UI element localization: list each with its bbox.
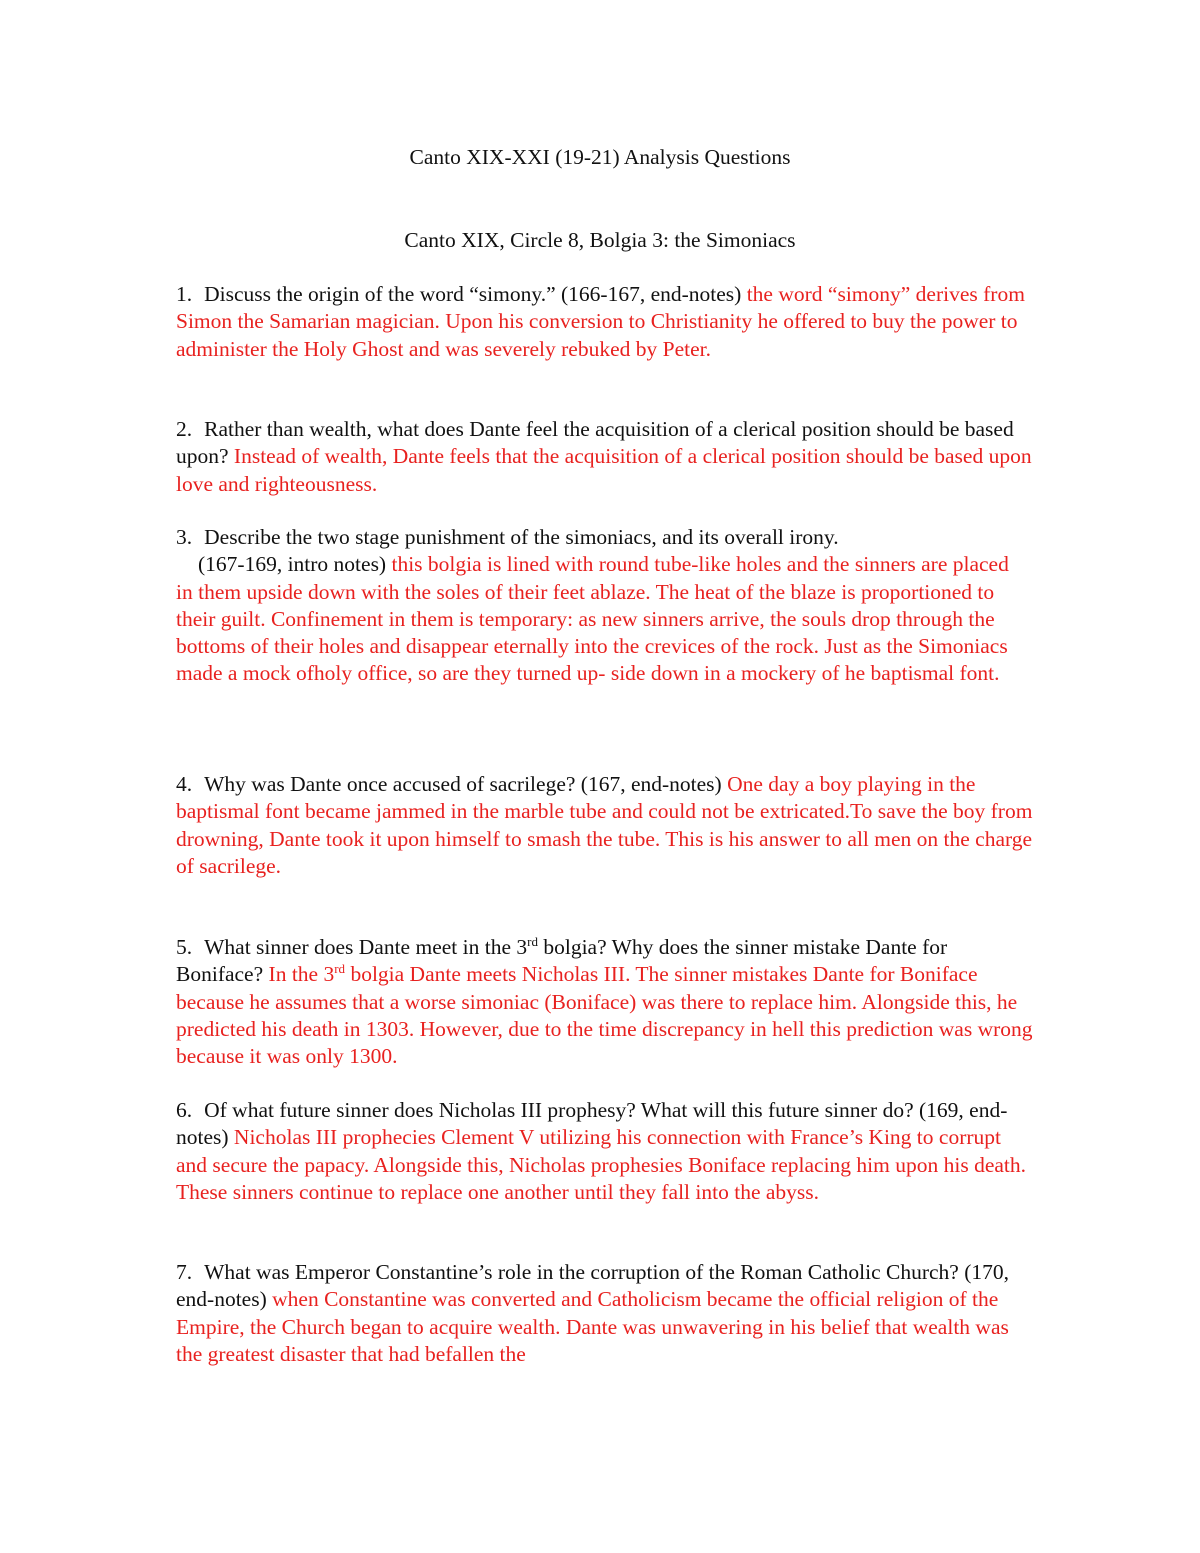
question-number: 7. <box>176 1260 193 1284</box>
ordinal-suffix: rd <box>527 933 538 949</box>
answer-ordinal-suffix: rd <box>334 961 346 977</box>
question-4 <box>176 771 1036 880</box>
answer-text: Nicholas III prophecies Clement V utilizing his connection with France’s King to corrupt and secure the papacy. Alongside this, Nicholas prophesies Boniface replacing him upon his death. These sinners continue to replace one another until they fall into the abyss. <box>176 1125 1027 1204</box>
question-text: What was Emperor Constantine’s role in the corruption of the Roman Catholic Church? (170, end-notes) <box>176 1260 1009 1312</box>
question-text: Discuss the origin of the word “simony.” (166-167, end-notes) <box>204 282 747 306</box>
answer-text: One day a boy playing in the baptismal font became jammed in the marble tube and could not be extricated.To save the boy from drowning, Dante took it upon himself to smash the tube. This is his answer to all men on the charge of sacrilege. <box>176 772 1033 878</box>
question-number: 2. <box>176 417 193 441</box>
question-text: Describe the two stage punishment of the simoniacs, and its overall irony. <box>204 525 839 549</box>
question-1 <box>176 281 1036 363</box>
document-title: Canto XIX-XXI (19-21) Analysis Questions <box>409 145 791 169</box>
question-6 <box>176 1097 1036 1206</box>
question-number: 4. <box>176 772 193 796</box>
answer-text: the word “simony” derives from Simon the Samarian magician. Upon his conversion to Christianity he offered to buy the power to administer the Holy Ghost and was severely rebuked by Peter. <box>176 282 1025 361</box>
question-text: Why was Dante once accused of sacrilege? (167, end-notes) <box>204 772 728 796</box>
question-number: 3. <box>176 525 193 549</box>
answer-text: In the 3 <box>268 962 335 987</box>
question-text-cont: bolgia? Why does the sinner mistake Dante for Boniface? <box>176 935 948 987</box>
question-text: Of what future sinner does Nicholas III prophesy? What will this future sinner do? (169, end-notes) <box>176 1098 1008 1150</box>
answer-text: this bolgia is lined with round tube-like holes and the sinners are placed in them upside down with the soles of their feet ablaze. The heat of the blaze is proportioned to their guilt. Confinement in them is temporary: as new sinners arrive, the souls drop through the bottoms of their holes and disappear eternally into the crevices of the rock. Just as the Simoniacs made a mock ofholy office, so are they turned up- side down in a mockery of he baptismal font. <box>176 552 1009 686</box>
question-3 <box>176 524 1026 688</box>
question-7 <box>176 1259 1036 1368</box>
question-text: What sinner does Dante meet in the 3 <box>204 935 528 959</box>
question-5 <box>176 934 1036 1070</box>
question-text: Rather than wealth, what does Dante feel the acquisition of a clerical position should be based upon? <box>176 417 1014 469</box>
question-number: 1. <box>176 282 193 306</box>
question-2 <box>176 416 1036 498</box>
question-number: 6. <box>176 1098 193 1122</box>
answer-text: Instead of wealth, Dante feels that the acquisition of a clerical position should be based upon love and righteousness. <box>176 444 1032 496</box>
question-reference: (167-169, intro notes) <box>198 552 392 577</box>
section-heading: Canto XIX, Circle 8, Bolgia 3: the Simoniacs <box>404 228 796 252</box>
answer-text: when Constantine was converted and Catholicism became the official religion of the Empire, the Church began to acquire wealth. Dante was unwavering in his belief that wealth was the greatest disaster that had befallen the <box>176 1287 1009 1366</box>
question-number: 5. <box>176 935 193 959</box>
answer-text-cont: bolgia Dante meets Nicholas III. The sinner mistakes Dante for Boniface because he assumes that a worse simoniac (Boniface) was there to replace him. Alongside this, he predicted his death in 1303. However, due to the time discrepancy in hell this prediction was wrong because it was only 1300. <box>176 962 1033 1069</box>
